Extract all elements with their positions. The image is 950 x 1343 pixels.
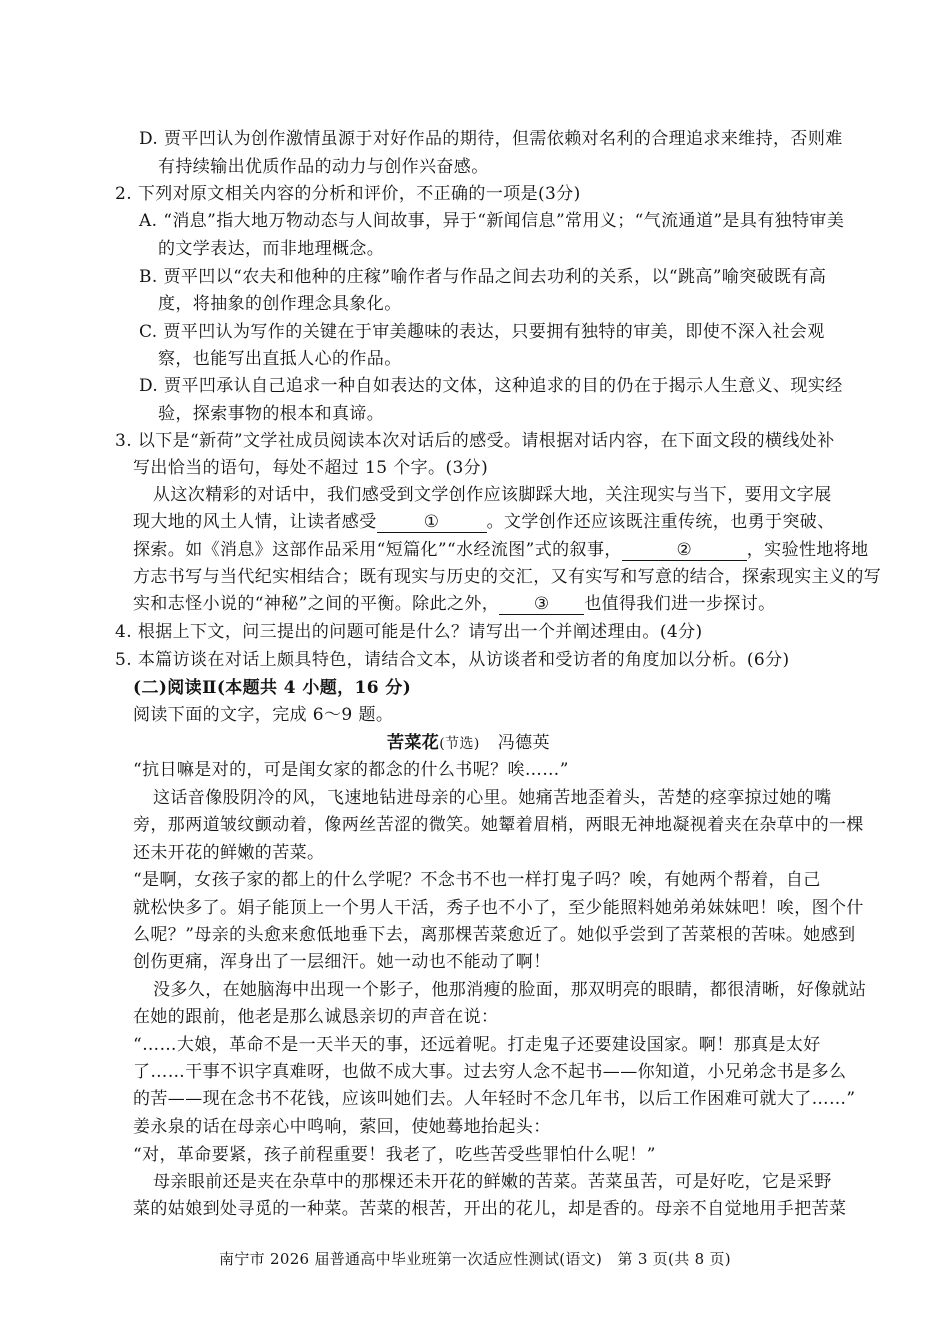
q3-passage-line4: 方志书写与当代纪实相结合；既有现实与历史的交汇，又有实写和写意的结合，探索现实主义的写 xyxy=(133,567,882,587)
story-line: 姜永泉的话在母亲心中鸣响，萦回，使她蓦地抬起头： xyxy=(133,1117,551,1137)
q3-passage-line3 xyxy=(0,538,950,562)
q3-passage-text: 也值得我们进一步探讨。 xyxy=(584,594,776,614)
q2-option-c-line2: 察，也能写出直抵人心的作品。 xyxy=(158,349,402,369)
q2-option-b-line1: B. 贾平凹以“农夫和他种的庄稼”喻作者与作品之间去功利的关系，以“跳高”喻突破既有高 xyxy=(139,267,827,287)
page-footer: 南宁市 2026 届普通高中毕业班第一次适应性测试(语文) 第 3 页(共 8 页) xyxy=(219,1250,731,1268)
answer-blank-2[interactable]: ② xyxy=(622,540,747,561)
story-line: 菜的姑娘到处寻觅的一种菜。苦菜的根苦，开出的花儿，却是香的。母亲不自觉地用手把苦菜 xyxy=(133,1199,847,1219)
q2-stem: 2. 下列对原文相关内容的分析和评价，不正确的一项是(3分) xyxy=(115,184,581,204)
q3-stem-line1: 3. 以下是“新荷”文学社成员阅读本次对话后的感受。请根据对话内容，在下面文段的横线处补 xyxy=(115,431,835,451)
q2-option-c-line1: C. 贾平凹认为写作的关键在于审美趣味的表达，只要拥有独特的审美，即使不深入社会观 xyxy=(139,322,825,342)
story-line: 了……干事不识字真难呀，也做不成大事。过去穷人念不起书——你知道，小兄弟念书是多么 xyxy=(133,1062,847,1082)
story-line: 还未开花的鲜嫩的苦菜。 xyxy=(133,843,325,863)
story-line: 的苦——现在念书不花钱，应该叫她们去。人年轻时不念几年书，以后工作困难可就大了……” xyxy=(133,1089,856,1109)
story-line: 就松快多了。娟子能顶上一个男人干活，秀子也不小了，至少能照料她弟弟妹妹吧！唉，图个什 xyxy=(133,898,864,918)
story-line: “是啊，女孩子家的都上的什么学呢？不念书不也一样打鬼子吗？唉，有她两个帮着，自己 xyxy=(133,870,821,890)
story-title: 苦菜花 xyxy=(387,733,440,753)
section-2-header: (二)阅读Ⅱ(本题共 4 小题，16 分) xyxy=(133,678,412,698)
q3-passage-text: 实和志怪小说的“神秘”之间的平衡。除此之外， xyxy=(133,594,500,614)
story-line: 在她的跟前，他老是那么诚恳亲切的声音在说： xyxy=(133,1007,499,1027)
q1-option-d-line2: 有持续输出优质作品的动力与创作兴奋感。 xyxy=(158,157,489,177)
story-line: “对，革命要紧，孩子前程重要！我老了，吃些苦受些罪怕什么呢！” xyxy=(133,1145,656,1165)
story-line: 母亲眼前还是夹在杂草中的那棵还未开花的鲜嫩的苦菜。苦菜虽苦，可是好吃，它是采野 xyxy=(153,1172,832,1192)
q2-option-a-line2: 的文学表达，而非地理概念。 xyxy=(158,239,385,259)
story-line: “抗日嘛是对的，可是闺女家的都念的什么书呢？唉……” xyxy=(133,760,569,780)
story-line: 旁，那两道皱纹颤动着，像两丝苦涩的微笑。她颦着眉梢，两眼无神地凝视着夹在杂草中的一棵 xyxy=(133,815,864,835)
q5-text: 5. 本篇访谈在对话上颇具特色，请结合文本，从访谈者和受访者的角度加以分析。(6分) xyxy=(115,650,790,670)
q1-option-d-line1: D. 贾平凹认为创作激情虽源于对好作品的期待，但需依赖对名利的合理追求来维持，否则难 xyxy=(139,129,843,149)
story-line: 没多久，在她脑海中出现一个影子，他那消瘦的脸面，那双明亮的眼睛，都很清晰，好像就站 xyxy=(153,980,867,1000)
story-line: 这话音像股阴冷的风，飞速地钻进母亲的心里。她痛苦地歪着头，苦楚的痉挛掠过她的嘴 xyxy=(153,788,832,808)
q2-option-d-line1: D. 贾平凹承认自己追求一种自如表达的文体，这种追求的目的仍在于揭示人生意义、现实经 xyxy=(139,376,843,396)
q3-passage-line2 xyxy=(0,510,950,534)
q2-option-a-line1: A. “消息”指大地万物动态与人间故事，异于“新闻信息”常用义；“气流通道”是具有独特审美 xyxy=(139,211,845,231)
story-line: “……大娘，革命不是一天半天的事，还远着呢。打走鬼子还要建设国家。啊！那真是太好 xyxy=(133,1035,821,1055)
answer-blank-3[interactable]: ③ xyxy=(499,594,584,615)
q3-passage-text: ，实验性地将地 xyxy=(746,540,869,560)
section-2-instruction: 阅读下面的文字，完成 6～9 题。 xyxy=(133,705,394,725)
q2-option-d-line2: 验，探索事物的根本和真谛。 xyxy=(158,404,385,424)
q3-passage-text: 探索。如《消息》这部作品采用“短篇化”“水经流图”式的叙事， xyxy=(133,540,622,560)
q3-passage-text: 。文学创作还应该既注重传统，也勇于突破、 xyxy=(486,512,835,532)
q3-passage-line1: 从这次精彩的对话中，我们感受到文学创作应该脚踩大地，关注现实与当下，要用文字展 xyxy=(153,485,832,505)
story-title-line xyxy=(0,731,950,756)
story-subtitle: (节选) xyxy=(439,736,480,752)
story-line: 么呢？”母亲的头愈来愈低地垂下去，离那棵苦菜愈近了。她似乎尝到了苦菜根的苦味。她感到 xyxy=(133,925,856,945)
q4-text: 4. 根据上下文，问三提出的问题可能是什么？请写出一个并阐述理由。(4分) xyxy=(115,622,703,642)
q3-passage-line5 xyxy=(0,592,950,616)
answer-blank-1[interactable]: ① xyxy=(377,512,487,533)
q3-passage-text: 现大地的风土人情，让读者感受 xyxy=(133,512,377,532)
story-author: 冯德英 xyxy=(497,733,550,753)
q2-option-b-line2: 度，将抽象的创作理念具象化。 xyxy=(158,294,402,314)
story-line: 创伤更痛，浑身出了一层细汗。她一动也不能动了啊！ xyxy=(133,952,551,972)
q3-stem-line2: 写出恰当的语句，每处不超过 15 个字。(3分) xyxy=(133,458,489,478)
